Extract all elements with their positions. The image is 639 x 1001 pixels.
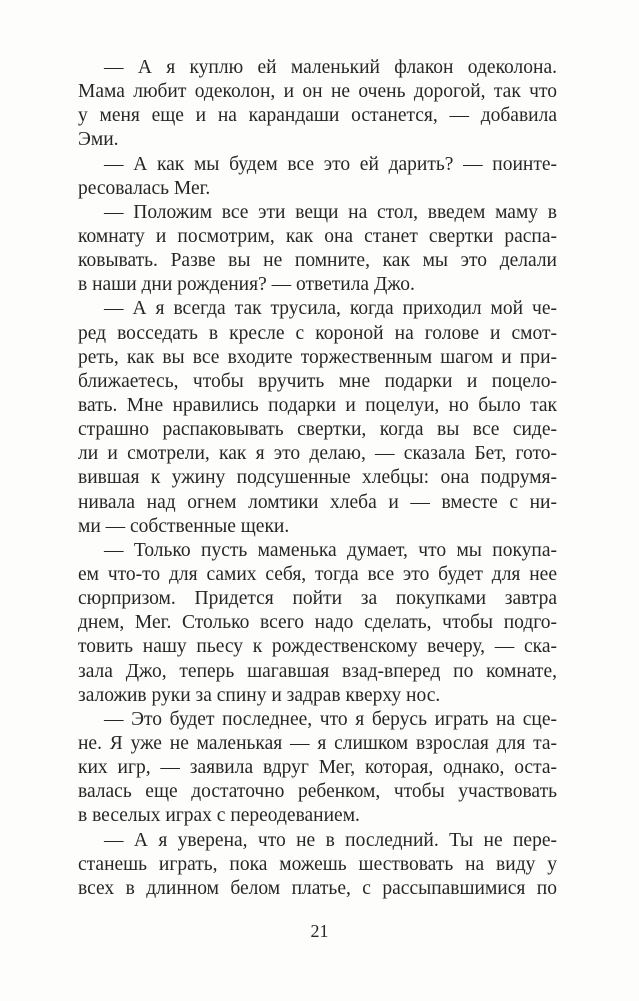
- text-line: — А как мы будем все это ей дарить? — поинте-: [104, 153, 557, 175]
- text-line: всех в длинном белом платье, с рассыпавшимися по: [78, 877, 557, 899]
- text-line: ми — собственные щеки.: [78, 515, 290, 537]
- text-line: — А я куплю ей маленький флакон одеколона.: [104, 57, 557, 78]
- text-line: реть, как вы все входите торжественным шагом и при-: [78, 346, 557, 368]
- text-line: не. Я уже не маленькая — я слишком взрослая для та-: [78, 732, 557, 754]
- text-line: — А я всегда так трусила, когда приходил мой че-: [104, 298, 557, 320]
- text-line: вать. Мне нравились подарки и поцелуи, но было так: [78, 394, 557, 416]
- text-line: страшно распаковывать свертки, когда вы все сиде-: [78, 419, 557, 441]
- text-line: ем что-то для самих себя, тогда все это будет для нее: [78, 563, 557, 585]
- text-line: товить нашу пьесу к рождественскому вечеру, — ска-: [78, 636, 557, 658]
- text-line: нивала над огнем ломтики хлеба и — вместе с ни-: [78, 491, 557, 513]
- text-line: — А я уверена, что не в последний. Ты не пере-: [104, 829, 557, 851]
- text-line: в наши дни рождения? — ответила Джо.: [78, 274, 415, 296]
- text-line: ресовалась Мег.: [78, 177, 211, 199]
- text-line: валась еще достаточно ребенком, чтобы участвовать: [78, 781, 557, 803]
- text-line: — Положим все эти вещи на стол, введем маму в: [104, 201, 557, 223]
- page-number: 21: [310, 921, 329, 941]
- text-line: ли и смотрели, как я это делаю, — сказала Бет, гото-: [78, 443, 557, 465]
- text-line: Эми.: [78, 129, 119, 151]
- text-line: ких игр, — заявила вдруг Мег, которая, однако, оста-: [78, 757, 557, 779]
- text-line: заложив руки за спину и задрав кверху нос.: [78, 684, 441, 706]
- text-line: сюрпризом. Придется пойти за покупками завтра: [78, 588, 557, 610]
- text-line: в веселых играх с переодеванием.: [78, 805, 360, 827]
- text-line: ковывать. Разве вы не помните, как мы это делали: [78, 250, 557, 272]
- text-line: днем, Мег. Столько всего надо сделать, чтобы подго-: [78, 612, 557, 634]
- text-line: — Это будет последнее, что я берусь играть на сце-: [104, 708, 557, 730]
- text-line: зала Джо, теперь шагавшая взад-вперед по комнате,: [78, 660, 557, 682]
- page-body-text: [78, 56, 557, 901]
- text-line: — Только пусть маменька думает, что мы покупа-: [104, 539, 557, 561]
- text-line: Мама любит одеколон, и он не очень дорогой, так что: [78, 81, 557, 103]
- text-line: вившая к ужину подсушенные хлебцы: она подрумя-: [78, 467, 557, 489]
- text-line: у меня еще и на карандаши останется, — добавила: [78, 105, 557, 127]
- text-line: ближаетесь, чтобы вручить мне подарки и поцело-: [78, 370, 557, 392]
- text-line: станешь играть, пока можешь шествовать на виду у: [78, 853, 557, 875]
- text-line: комнату и посмотрим, как она станет свертки распа-: [78, 225, 557, 247]
- text-line: ред восседать в кресле с короной на голове и смот-: [78, 322, 557, 344]
